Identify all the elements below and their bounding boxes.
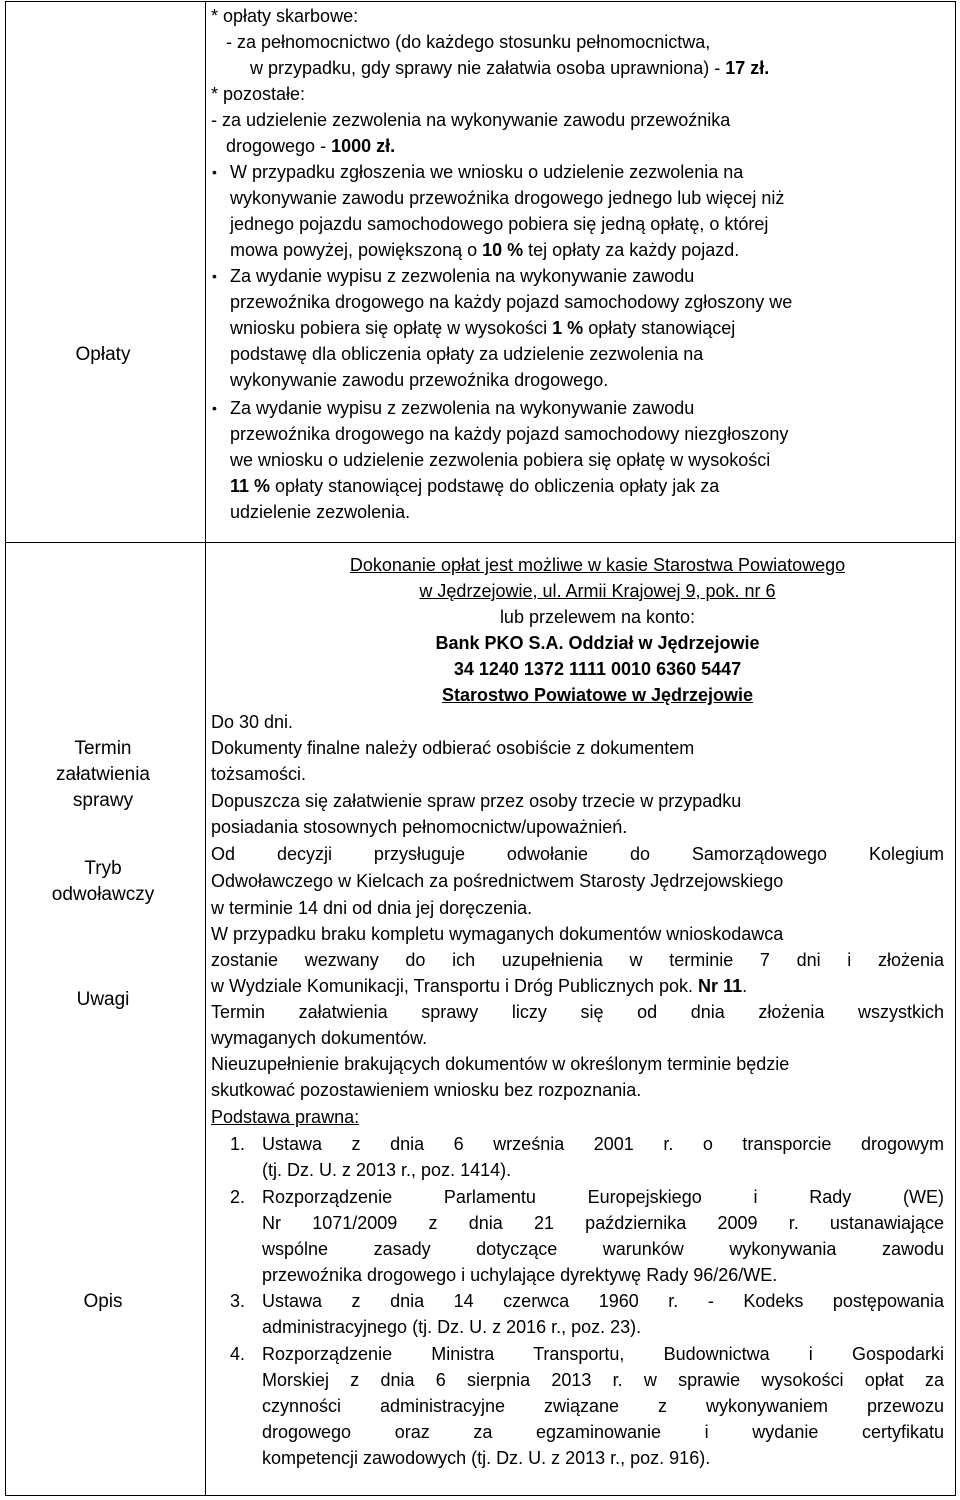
fee-bullet-line: 11 % opłaty stanowiącej podstawę do obliczenia opłaty jak za: [230, 476, 720, 496]
bullet-icon: •: [212, 164, 217, 180]
fee-bullet-line: Za wydanie wypisu z zezwolenia na wykonywanie zawodu: [230, 398, 695, 418]
fee-bullet-line: wykonywanie zawodu przewoźnika drogowego jednego lub więcej niż: [230, 188, 785, 208]
remarks-text: Nieuzupełnienie brakujących dokumentów w określonym terminie będzie: [211, 1054, 790, 1074]
fee-bullet-line: mowa powyżej, powiększoną o 10 % tej opłaty za każdy pojazd.: [230, 240, 740, 260]
deadline-text: tożsamości.: [211, 764, 307, 784]
deadline-text: Dokumenty finalne należy odbierać osobiście z dokumentem: [211, 738, 695, 758]
label-termin: [6, 736, 200, 814]
deadline-text: Dopuszcza się załatwienie spraw przez osoby trzecie w przypadku: [211, 791, 742, 811]
payment-info-line: lub przelewem na konto:: [499, 607, 696, 627]
label-termin-line: sprawy: [72, 790, 134, 811]
label-oplaty: Opłaty: [75, 344, 131, 365]
legal-item-line: Rozporządzenie Ministra Transportu, Budownictwa i Gospodarki: [262, 1344, 944, 1364]
deadline-text: Do 30 dni.: [211, 712, 294, 732]
account-owner: Starostwo Powiatowe w Jędrzejowie: [441, 685, 754, 705]
fee-bullet-line: W przypadku zgłoszenia we wniosku o udzielenie zezwolenia na: [230, 162, 744, 182]
payment-info-line: Dokonanie opłat jest możliwe w kasie Starostwa Powiatowego: [349, 555, 846, 575]
label-opis: Opis: [83, 1291, 123, 1312]
appeal-text: w terminie 14 dni od dnia jej doręczenia.: [211, 898, 533, 918]
bullet-icon: •: [212, 400, 217, 416]
legal-item-line: administracyjnego (tj. Dz. U. z 2016 r., poz. 23).: [262, 1317, 642, 1337]
row-divider: [6, 542, 955, 543]
label-tryb-line: Tryb: [84, 858, 122, 879]
list-number: 2.: [230, 1187, 246, 1207]
label-uwagi: Uwagi: [76, 989, 130, 1010]
fee-bullet-line: przewoźnika drogowego na każdy pojazd samochodowy zgłoszony we: [230, 292, 793, 312]
appeal-text: Od decyzji przysługuje odwołanie do Samorządowego Kolegium: [211, 844, 944, 864]
remarks-text: skutkować pozostawieniem wniosku bez rozpoznania.: [211, 1080, 642, 1100]
remarks-text: W przypadku braku kompletu wymaganych dokumentów wnioskodawca: [211, 924, 784, 944]
fee-line: * opłaty skarbowe:: [211, 6, 359, 26]
fee-line: w przypadku, gdy sprawy nie załatwia osoba uprawniona) - 17 zł.: [250, 58, 770, 78]
label-termin-line: Termin: [74, 738, 132, 759]
deadline-text: posiadania stosownych pełnomocnictw/upoważnień.: [211, 817, 628, 837]
bullet-icon: •: [212, 268, 217, 284]
legal-basis-heading: Podstawa prawna:: [211, 1107, 360, 1127]
list-number: 4.: [230, 1344, 246, 1364]
fee-bullet-line: Za wydanie wypisu z zezwolenia na wykonywanie zawodu: [230, 266, 695, 286]
legal-item-line: przewoźnika drogowego i uchylające dyrektywę Rady 96/26/WE.: [262, 1265, 778, 1285]
legal-item-line: drogowego oraz za egzaminowanie i wydanie certyfikatu: [262, 1422, 944, 1442]
legal-item-line: Rozporządzenie Parlamentu Europejskiego i Rady (WE): [262, 1187, 944, 1207]
legal-item-line: Ustawa z dnia 6 września 2001 r. o transporcie drogowym: [262, 1134, 944, 1154]
label-tryb-line: odwoławczy: [51, 884, 155, 905]
remarks-text: w Wydziale Komunikacji, Transportu i Dróg Publicznych pok. Nr 11.: [211, 976, 748, 996]
legal-item-line: Ustawa z dnia 14 czerwca 1960 r. - Kodeks postępowania: [262, 1291, 944, 1311]
legal-item-line: kompetencji zawodowych (tj. Dz. U. z 2013 r., poz. 916).: [262, 1448, 711, 1468]
fee-line: drogowego - 1000 zł.: [226, 136, 396, 156]
legal-item-line: wspólne zasady dotyczące warunków wykonywania zawodu: [262, 1239, 944, 1259]
remarks-text: zostanie wezwany do ich uzupełnienia w terminie 7 dni i złożenia: [211, 950, 944, 970]
payment-info-line: w Jędrzejowie, ul. Armii Krajowej 9, pok. nr 6: [419, 581, 776, 601]
bank-name: Bank PKO S.A. Oddział w Jędrzejowie: [435, 633, 760, 653]
legal-item-line: Nr 1071/2009 z dnia 21 października 2009 r. ustanawiające: [262, 1213, 944, 1233]
fee-line: * pozostałe:: [211, 84, 306, 104]
fee-bullet-line: wykonywanie zawodu przewoźnika drogowego.: [230, 370, 609, 390]
column-divider: [205, 2, 206, 1495]
appeal-text: Odwoławczego w Kielcach za pośrednictwem Starosty Jędrzejowskiego: [211, 871, 784, 891]
fee-bullet-line: podstawę dla obliczenia opłaty za udzielenie zezwolenia na: [230, 344, 704, 364]
fee-bullet-line: we wniosku o udzielenie zezwolenia pobiera się opłatę w wysokości: [230, 450, 771, 470]
remarks-text: wymaganych dokumentów.: [211, 1028, 428, 1048]
fee-bullet-line: wniosku pobiera się opłatę w wysokości 1 % opłaty stanowiącej: [230, 318, 736, 338]
fee-line: - za pełnomocnictwo (do każdego stosunku pełnomocnictwa,: [226, 32, 711, 52]
list-number: 3.: [230, 1291, 246, 1311]
fee-bullet-line: jednego pojazdu samochodowego pobiera się jedną opłatę, o której: [230, 214, 769, 234]
fee-bullet-line: przewoźnika drogowego na każdy pojazd samochodowy niezgłoszony: [230, 424, 789, 444]
fee-line: - za udzielenie zezwolenia na wykonywanie zawodu przewoźnika: [211, 110, 731, 130]
legal-item-line: Morskiej z dnia 6 sierpnia 2013 r. w sprawie wysokości opłat za: [262, 1370, 944, 1390]
list-number: 1.: [230, 1134, 246, 1154]
legal-item-line: czynności administracyjne związane z wykonywaniem przewozu: [262, 1396, 944, 1416]
account-number: 34 1240 1372 1111 0010 6360 5447: [453, 659, 742, 679]
remarks-text: Termin załatwienia sprawy liczy się od dnia złożenia wszystkich: [211, 1002, 944, 1022]
label-tryb: [6, 856, 200, 908]
fee-bullet-line: udzielenie zezwolenia.: [230, 502, 411, 522]
label-termin-line: załatwienia: [56, 764, 150, 785]
legal-item-line: (tj. Dz. U. z 2013 r., poz. 1414).: [262, 1160, 512, 1180]
